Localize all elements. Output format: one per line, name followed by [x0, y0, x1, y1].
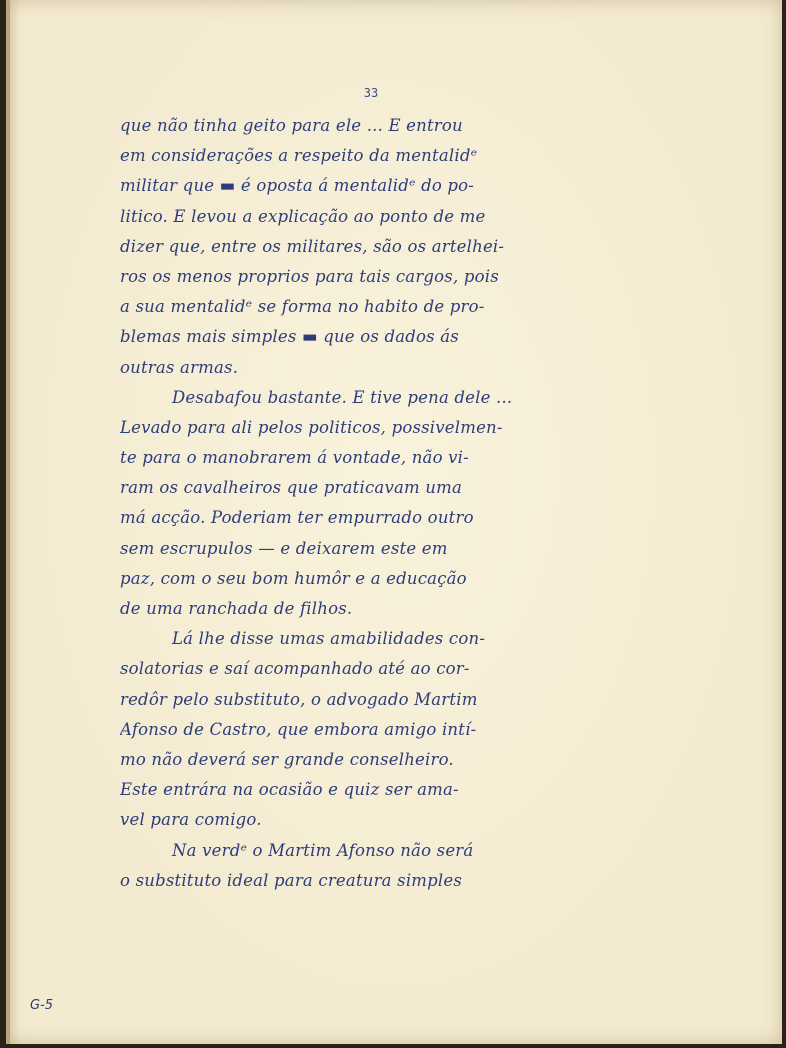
text-line: te para o manobrarem á vontade, não vi- — [120, 448, 469, 468]
handwritten-text-block — [120, 111, 622, 896]
text-line: dizer que, entre os militares, são os artelhei- — [120, 236, 505, 256]
text-line: de uma ranchada de filhos. — [120, 599, 353, 618]
text-line: em considerações a respeito da mentalidᵉ — [120, 146, 478, 166]
text-line: ram os cavalheiros que praticavam uma — [120, 478, 463, 498]
text-line: vel para comigo. — [120, 810, 262, 830]
text-line: solatorias e saí acompanhado até ao cor- — [120, 659, 470, 679]
text-line: Afonso de Castro, que embora amigo intí- — [120, 719, 477, 739]
text-line: sem escrupulos — e deixarem este em — [120, 538, 448, 558]
text-line: Este entrára na ocasião e quiz ser ama- — [120, 780, 459, 800]
text-line: paz, com o seu bom humôr e a educação — [120, 568, 467, 588]
text-line: litico. E levou a explicação ao ponto de me — [120, 206, 486, 226]
paragraph-start-line: Lá lhe disse umas amabilidades con- — [172, 629, 486, 649]
text-line: má acção. Poderiam ter empurrado outro — [120, 508, 474, 528]
text-line: o substituto ideal para creatura simples — [120, 870, 463, 890]
paragraph-start-line: Desabafou bastante. E tive pena dele ... — [172, 387, 513, 407]
text-line: ros os menos proprios para tais cargos, pois — [120, 266, 499, 286]
page-spine-edge — [6, 0, 10, 1044]
text-line: que não tinha geito para ele ... E entrou — [120, 116, 463, 135]
text-line: a sua mentalidᵉ se forma no habito de pro- — [120, 297, 485, 317]
page-number: 33 — [363, 86, 379, 100]
text-line: blemas mais simples ▬ que os dados ás — [120, 327, 459, 347]
text-line: mo não deverá ser grande conselheiro. — [120, 749, 454, 769]
text-line: Levado para ali pelos politicos, possivelmen- — [120, 417, 503, 437]
text-line: redôr pelo substituto, o advogado Martim — [120, 689, 478, 709]
text-line: militar que ▬ é oposta á mentalidᵉ do po- — [120, 176, 475, 196]
text-line: outras armas. — [120, 357, 239, 377]
paragraph-start-line: Na verdᵉ o Martim Afonso não será — [172, 840, 474, 860]
margin-reference-note: G-5 — [30, 998, 54, 1013]
